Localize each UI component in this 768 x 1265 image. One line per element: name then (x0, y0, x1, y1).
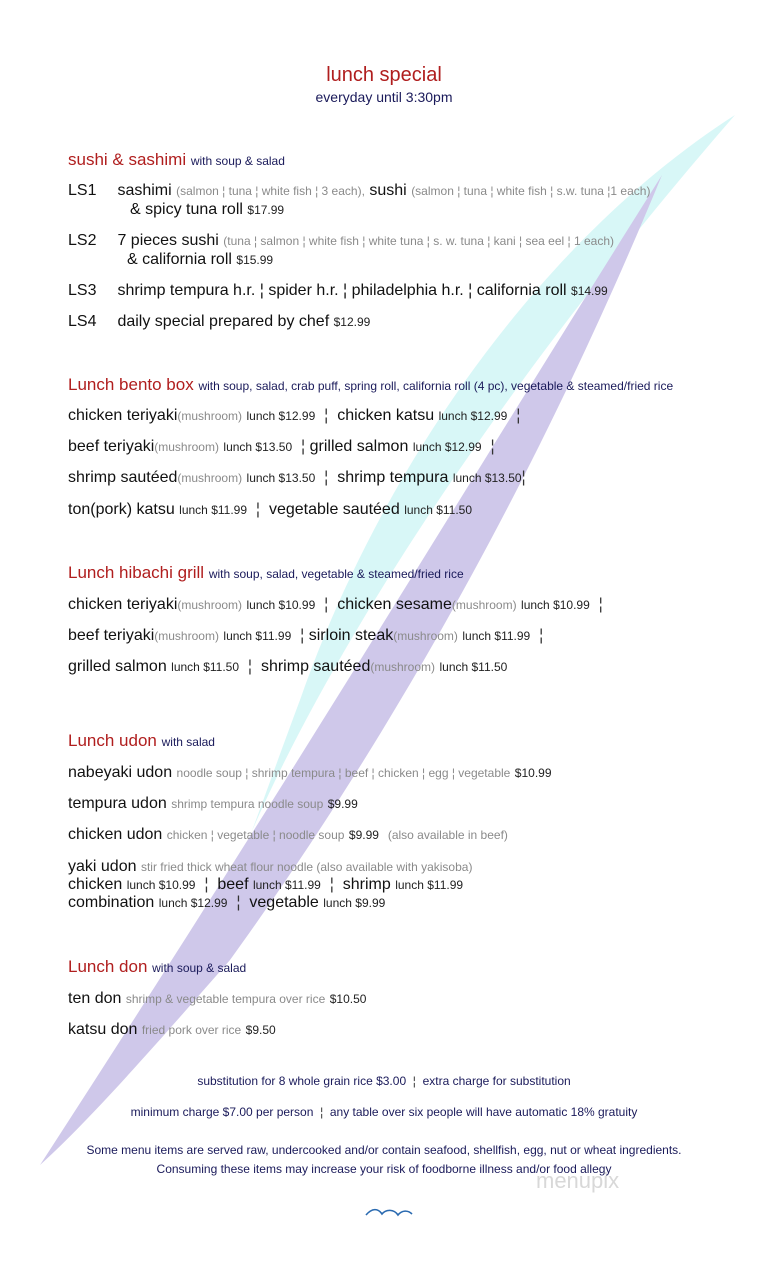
item-name: 7 pieces sushi (117, 232, 219, 249)
item-name: shrimp sautéed (68, 469, 178, 486)
item-note: (mushroom) (370, 660, 436, 674)
item-name: sushi (369, 182, 407, 199)
item-price: lunch $11.99 (223, 629, 292, 643)
item-name: grilled salmon (309, 438, 409, 455)
menu-item-ls3 (68, 282, 608, 300)
item-name: beef teriyaki (68, 627, 155, 644)
item-name: chicken udon (68, 826, 163, 843)
item-name: & california roll (127, 251, 232, 268)
separator: ¦ (247, 658, 253, 675)
menu-row (68, 469, 526, 487)
menu-row (68, 894, 385, 912)
menu-row (68, 1021, 276, 1039)
separator: ¦ (329, 876, 334, 893)
menu-item-ls2-cont (127, 251, 273, 269)
separator: ¦ (255, 501, 261, 518)
item-price: lunch $12.99 (158, 896, 228, 910)
item-name: vegetable (249, 894, 319, 911)
menu-row (68, 627, 543, 645)
item-code: LS3 (68, 282, 97, 299)
item-price: $9.99 (348, 828, 379, 842)
menu-row (68, 501, 472, 519)
item-name: chicken sesame (337, 596, 452, 613)
item-code: LS4 (68, 313, 97, 330)
page-subtitle: everyday until 3:30pm (315, 89, 453, 105)
item-price: lunch $10.99 (521, 598, 590, 612)
separator: ¦ (300, 627, 305, 644)
watermark: menupix (536, 1168, 620, 1193)
item-name: tempura udon (68, 795, 167, 812)
separator: ¦ (490, 438, 495, 455)
item-price: lunch $12.99 (246, 409, 316, 423)
restaurant-logo (364, 1206, 414, 1218)
menu-row (68, 658, 507, 676)
menu-item-ls1-cont (130, 201, 284, 219)
item-description: chicken ¦ vegetable ¦ noodle soup (166, 828, 345, 842)
section-udon-header (68, 731, 215, 751)
item-price: lunch $13.50 (246, 471, 316, 485)
item-description: noodle soup ¦ shrimp tempura ¦ beef ¦ chicken ¦ egg ¦ vegetable (176, 766, 511, 780)
item-price: $10.50 (329, 992, 367, 1006)
footer-notice-1: Some menu items are served raw, undercooked and/or contain seafood, shellfish, egg, nut or wheat ingredients. (86, 1143, 682, 1157)
item-price: lunch $11.99 (252, 878, 321, 892)
item-name: chicken (68, 876, 123, 893)
item-note: (mushroom) (154, 629, 219, 643)
separator: ¦ (324, 469, 329, 486)
item-note: (also available in beef) (387, 828, 508, 842)
section-subtitle: with soup, salad, crab puff, spring roll, california roll (4 pc), vegetable & steamed/fried rice (198, 379, 674, 393)
item-name: shrimp (342, 876, 391, 893)
separator: ¦ (598, 596, 603, 613)
item-name: beef teriyaki (68, 438, 155, 455)
item-name: & spicy tuna roll (130, 201, 243, 218)
page-title: lunch special (326, 64, 442, 86)
section-title: Lunch bento box (68, 375, 194, 394)
menu-row (68, 795, 358, 813)
item-name: chicken katsu (337, 407, 435, 424)
item-description: (salmon ¦ tuna ¦ white fish ¦ s.w. tuna ¦1 each) (411, 184, 651, 198)
item-price: $9.50 (245, 1023, 276, 1037)
section-bento-header (68, 375, 673, 395)
separator: ¦ (412, 1074, 416, 1088)
item-name: beef (217, 876, 249, 893)
item-price: lunch $11.50 (439, 660, 508, 674)
footer-minimum (0, 1105, 768, 1119)
item-name: katsu don (68, 1021, 138, 1038)
item-code: LS2 (68, 232, 97, 249)
section-subtitle: with soup & salad (190, 154, 285, 168)
footer-text: extra charge for substitution (422, 1074, 571, 1088)
item-name: nabeyaki udon (68, 764, 173, 781)
item-name: combination (68, 894, 155, 911)
item-description: fried pork over rice (141, 1023, 242, 1037)
separator: ¦ (516, 407, 521, 424)
item-note: (mushroom) (154, 440, 219, 454)
item-name: vegetable sautéed (268, 501, 400, 518)
footer-substitution (0, 1074, 768, 1088)
separator: ¦ (521, 469, 526, 486)
section-hibachi-header (68, 563, 464, 583)
footer-text: any table over six people will have automatic 18% gratuity (329, 1105, 638, 1119)
item-description: (tuna ¦ salmon ¦ white fish ¦ white tuna ¦ s. w. tuna ¦ kani ¦ sea eel ¦ 1 each) (223, 234, 614, 248)
menu-item-ls2 (68, 232, 614, 250)
section-title: Lunch don (68, 957, 148, 976)
menu-row (68, 596, 603, 614)
separator: ¦ (236, 894, 241, 911)
item-description: (salmon ¦ tuna ¦ white fish ¦ 3 each), (176, 184, 365, 198)
separator: ¦ (320, 1105, 324, 1119)
menu-row (68, 407, 520, 425)
item-price: lunch $12.99 (412, 440, 482, 454)
item-note: (mushroom) (451, 598, 517, 612)
separator: ¦ (324, 596, 329, 613)
item-name: sashimi (117, 182, 172, 199)
item-name: sirloin steak (308, 627, 394, 644)
item-name: shrimp tempura h.r. ¦ spider h.r. ¦ philadelphia h.r. ¦ california roll (117, 282, 567, 299)
item-note: (mushroom) (177, 598, 243, 612)
section-don-header (68, 957, 246, 977)
item-name: shrimp sautéed (260, 658, 371, 675)
separator: ¦ (204, 876, 209, 893)
section-title: Lunch udon (68, 731, 157, 750)
section-title: sushi & sashimi (68, 150, 187, 169)
item-price: lunch $10.99 (246, 598, 316, 612)
item-price: lunch $11.50 (404, 503, 473, 517)
menu-row (68, 764, 552, 782)
section-subtitle: with soup & salad (152, 961, 247, 975)
item-price: lunch $13.50 (452, 471, 522, 485)
item-price: lunch $11.50 (171, 660, 240, 674)
item-price: lunch $12.99 (438, 409, 508, 423)
footer-text: minimum charge $7.00 per person (130, 1105, 314, 1119)
item-price: $12.99 (333, 315, 371, 329)
item-price: $17.99 (247, 203, 285, 217)
item-price: $9.99 (327, 797, 358, 811)
item-description: shrimp tempura noodle soup (171, 797, 324, 811)
item-price: lunch $10.99 (126, 878, 196, 892)
separator: ¦ (324, 407, 329, 424)
separator: ¦ (539, 627, 544, 644)
menu-row (68, 826, 508, 844)
item-description: shrimp & vegetable tempura over rice (125, 992, 326, 1006)
menu-row (68, 858, 472, 876)
footer-notice-2: Consuming these items may increase your risk of foodborne illness and/or food allegy (156, 1162, 612, 1176)
item-name: chicken teriyaki (68, 407, 178, 424)
item-note: (mushroom) (177, 471, 243, 485)
item-price: lunch $11.99 (179, 503, 248, 517)
menu-item-ls4 (68, 313, 370, 331)
section-subtitle: with soup, salad, vegetable & steamed/fried rice (208, 567, 464, 581)
item-name: shrimp tempura (337, 469, 449, 486)
footer-text: substitution for 8 whole grain rice $3.00 (197, 1074, 407, 1088)
item-price: lunch $9.99 (323, 896, 386, 910)
item-code: LS1 (68, 182, 97, 199)
menu-row (68, 438, 495, 456)
item-name: ton(pork) katsu (68, 501, 175, 518)
item-description: stir fried thick wheat flour noodle (also available with yakisoba) (140, 860, 473, 874)
item-name: yaki udon (68, 858, 137, 875)
item-name: chicken teriyaki (68, 596, 178, 613)
item-price: $10.99 (514, 766, 552, 780)
item-price: lunch $13.50 (223, 440, 293, 454)
menu-row (68, 990, 366, 1008)
item-note: (mushroom) (393, 629, 458, 643)
item-name: daily special prepared by chef (117, 313, 330, 330)
item-name: grilled salmon (68, 658, 167, 675)
item-price: lunch $11.99 (462, 629, 531, 643)
menu-row (68, 876, 463, 894)
item-note: (mushroom) (177, 409, 243, 423)
item-price: $15.99 (236, 253, 274, 267)
menu-item-ls1 (68, 182, 650, 200)
section-title: Lunch hibachi grill (68, 563, 205, 582)
section-sushi-header (68, 150, 285, 170)
separator: ¦ (301, 438, 306, 455)
item-price: lunch $11.99 (395, 878, 464, 892)
item-price: $14.99 (571, 284, 608, 298)
item-name: ten don (68, 990, 122, 1007)
section-subtitle: with salad (161, 735, 215, 749)
